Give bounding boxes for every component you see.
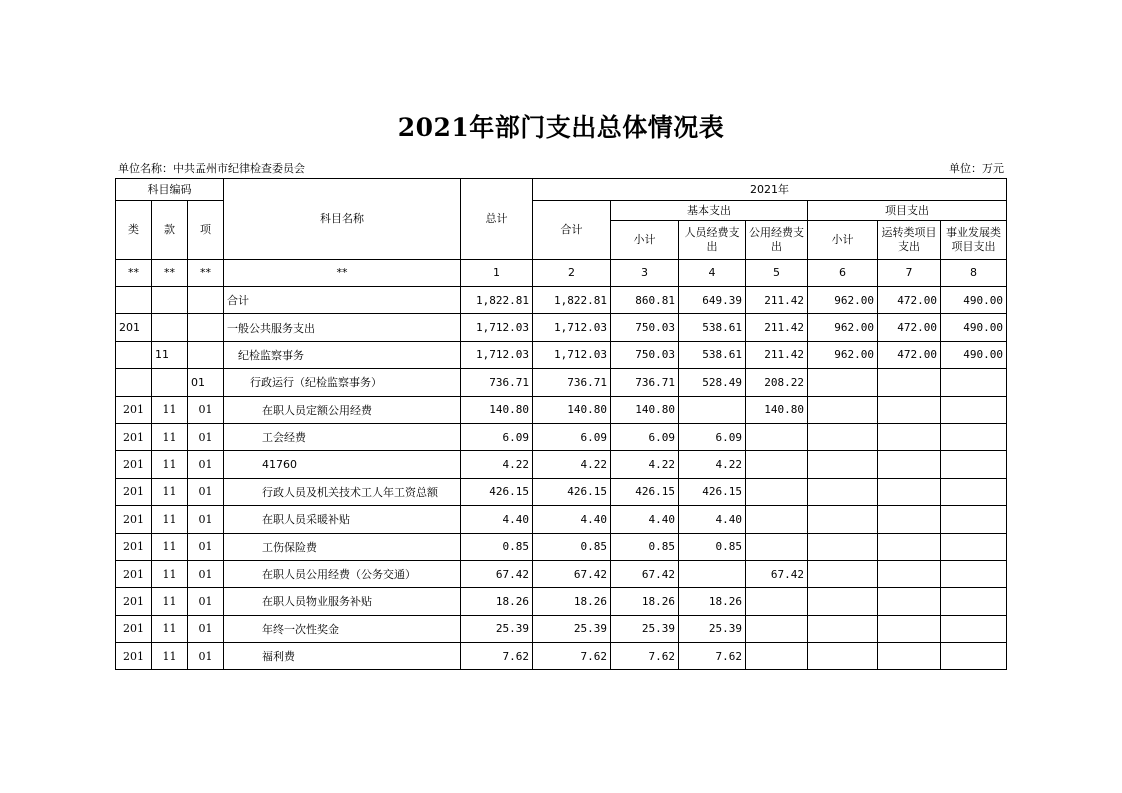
amount-cell: 538.61	[679, 341, 746, 368]
amount-cell	[941, 588, 1007, 615]
amount-cell	[941, 643, 1007, 670]
amount-cell: 208.22	[746, 369, 808, 396]
amount-cell: 426.15	[533, 478, 611, 505]
amount-cell: 67.42	[746, 560, 808, 587]
header-lei: 类	[116, 201, 152, 260]
amount-cell: 140.80	[533, 396, 611, 423]
amount-cell	[808, 506, 878, 533]
amount-cell	[941, 533, 1007, 560]
amount-cell: 4.22	[611, 451, 679, 478]
amount-cell: 6.09	[679, 423, 746, 450]
index-cell: 7	[878, 260, 941, 287]
currency-unit-label: 单位：万元	[949, 162, 1004, 175]
amount-cell: 18.26	[533, 588, 611, 615]
amount-cell: 426.15	[611, 478, 679, 505]
amount-cell: 67.42	[461, 560, 533, 587]
index-cell: 8	[941, 260, 1007, 287]
amount-cell	[941, 615, 1007, 642]
header-xiang: 项	[188, 201, 224, 260]
header-personnel: 人员经费支出	[679, 221, 746, 260]
subject-name-cell: 纪检监察事务	[224, 341, 461, 368]
index-cell: 5	[746, 260, 808, 287]
code-xiang-cell: 01	[188, 506, 224, 533]
amount-cell: 25.39	[611, 615, 679, 642]
expenditure-table	[115, 178, 1007, 670]
table-row	[116, 451, 1007, 478]
table-row	[116, 369, 1007, 396]
code-kuan-cell: 11	[152, 341, 188, 368]
amount-cell	[679, 396, 746, 423]
subject-name-cell: 合计	[224, 287, 461, 314]
table-row	[116, 533, 1007, 560]
amount-cell	[941, 451, 1007, 478]
code-kuan-cell: 11	[152, 560, 188, 587]
amount-cell	[878, 588, 941, 615]
amount-cell: 426.15	[679, 478, 746, 505]
code-xiang-cell	[188, 341, 224, 368]
amount-cell: 4.22	[679, 451, 746, 478]
header-project-subtotal: 小计	[808, 221, 878, 260]
index-cell: 6	[808, 260, 878, 287]
amount-cell: 736.71	[461, 369, 533, 396]
amount-cell	[878, 533, 941, 560]
amount-cell: 962.00	[808, 341, 878, 368]
code-lei-cell: 201	[116, 560, 152, 587]
amount-cell: 0.85	[461, 533, 533, 560]
amount-cell: 7.62	[679, 643, 746, 670]
unit-name-label: 单位名称：中共孟州市纪律检查委员会	[118, 162, 305, 175]
amount-cell: 25.39	[679, 615, 746, 642]
index-cell: 2	[533, 260, 611, 287]
amount-cell	[878, 643, 941, 670]
amount-cell: 649.39	[679, 287, 746, 314]
amount-cell: 6.09	[611, 423, 679, 450]
amount-cell: 1,822.81	[533, 287, 611, 314]
code-xiang-cell: 01	[188, 533, 224, 560]
amount-cell: 1,712.03	[533, 341, 611, 368]
amount-cell: 6.09	[533, 423, 611, 450]
amount-cell	[808, 533, 878, 560]
subject-name-cell: 在职人员物业服务补贴	[224, 588, 461, 615]
header-heji: 合计	[533, 201, 611, 260]
amount-cell: 4.40	[533, 506, 611, 533]
table-row	[116, 478, 1007, 505]
amount-cell	[746, 643, 808, 670]
amount-cell: 211.42	[746, 287, 808, 314]
amount-cell: 1,712.03	[533, 314, 611, 341]
amount-cell: 472.00	[878, 314, 941, 341]
table-row	[116, 615, 1007, 642]
code-xiang-cell: 01	[188, 451, 224, 478]
table-row	[116, 341, 1007, 368]
code-lei-cell: 201	[116, 478, 152, 505]
code-kuan-cell: 11	[152, 423, 188, 450]
code-lei-cell: 201	[116, 615, 152, 642]
code-kuan-cell	[152, 369, 188, 396]
table-row	[116, 287, 1007, 314]
amount-cell: 140.80	[611, 396, 679, 423]
table-row	[116, 588, 1007, 615]
subject-name-cell: 行政人员及机关技术工人年工资总额	[224, 478, 461, 505]
amount-cell: 736.71	[611, 369, 679, 396]
code-lei-cell	[116, 369, 152, 396]
amount-cell	[808, 588, 878, 615]
code-lei-cell: 201	[116, 423, 152, 450]
amount-cell: 7.62	[611, 643, 679, 670]
amount-cell	[746, 451, 808, 478]
amount-cell	[878, 615, 941, 642]
code-lei-cell	[116, 287, 152, 314]
subject-name-cell: 在职人员公用经费（公务交通）	[224, 560, 461, 587]
code-lei-cell: 201	[116, 533, 152, 560]
amount-cell	[808, 560, 878, 587]
amount-cell	[941, 478, 1007, 505]
code-kuan-cell: 11	[152, 643, 188, 670]
amount-cell	[941, 396, 1007, 423]
amount-cell: 472.00	[878, 341, 941, 368]
amount-cell: 962.00	[808, 314, 878, 341]
header-development: 事业发展类项目支出	[941, 221, 1007, 260]
code-lei-cell: 201	[116, 396, 152, 423]
subject-name-cell: 在职人员采暖补贴	[224, 506, 461, 533]
table-row	[116, 396, 1007, 423]
amount-cell: 4.40	[611, 506, 679, 533]
amount-cell	[878, 451, 941, 478]
amount-cell: 211.42	[746, 341, 808, 368]
amount-cell	[746, 423, 808, 450]
amount-cell: 750.03	[611, 341, 679, 368]
amount-cell: 860.81	[611, 287, 679, 314]
subject-name-cell: 福利费	[224, 643, 461, 670]
index-cell: 1	[461, 260, 533, 287]
amount-cell	[878, 423, 941, 450]
amount-cell	[746, 615, 808, 642]
subject-name-cell: 行政运行（纪检监察事务）	[224, 369, 461, 396]
amount-cell	[746, 533, 808, 560]
code-lei-cell: 201	[116, 588, 152, 615]
code-lei-cell: 201	[116, 506, 152, 533]
header-public: 公用经费支出	[746, 221, 808, 260]
code-kuan-cell: 11	[152, 478, 188, 505]
amount-cell	[941, 423, 1007, 450]
code-xiang-cell: 01	[188, 615, 224, 642]
amount-cell	[941, 560, 1007, 587]
amount-cell: 490.00	[941, 287, 1007, 314]
code-xiang-cell	[188, 314, 224, 341]
amount-cell: 18.26	[679, 588, 746, 615]
amount-cell: 18.26	[611, 588, 679, 615]
code-lei-cell	[116, 341, 152, 368]
amount-cell: 7.62	[461, 643, 533, 670]
amount-cell: 140.80	[461, 396, 533, 423]
code-xiang-cell: 01	[188, 643, 224, 670]
code-kuan-cell: 11	[152, 615, 188, 642]
subject-name-cell: 一般公共服务支出	[224, 314, 461, 341]
header-total: 总计	[461, 179, 533, 260]
amount-cell: 538.61	[679, 314, 746, 341]
subject-name-cell: 年终一次性奖金	[224, 615, 461, 642]
amount-cell: 7.62	[533, 643, 611, 670]
index-cell: **	[116, 260, 152, 287]
amount-cell: 67.42	[533, 560, 611, 587]
code-xiang-cell	[188, 287, 224, 314]
header-project: 项目支出	[808, 201, 1007, 221]
amount-cell: 4.40	[461, 506, 533, 533]
amount-cell	[808, 423, 878, 450]
amount-cell: 4.40	[679, 506, 746, 533]
header-year: 2021年	[533, 179, 1007, 201]
amount-cell	[746, 506, 808, 533]
code-xiang-cell: 01	[188, 560, 224, 587]
amount-cell	[878, 396, 941, 423]
amount-cell: 490.00	[941, 341, 1007, 368]
code-kuan-cell	[152, 314, 188, 341]
amount-cell: 140.80	[746, 396, 808, 423]
amount-cell: 67.42	[611, 560, 679, 587]
table-row	[116, 643, 1007, 670]
code-xiang-cell: 01	[188, 423, 224, 450]
amount-cell	[746, 478, 808, 505]
amount-cell	[808, 643, 878, 670]
code-kuan-cell: 11	[152, 451, 188, 478]
header-kuan: 款	[152, 201, 188, 260]
subject-name-cell: 工会经费	[224, 423, 461, 450]
amount-cell: 0.85	[679, 533, 746, 560]
amount-cell	[878, 478, 941, 505]
code-lei-cell: 201	[116, 451, 152, 478]
amount-cell: 1,712.03	[461, 314, 533, 341]
table-row	[116, 560, 1007, 587]
header-basic: 基本支出	[611, 201, 808, 221]
amount-cell: 736.71	[533, 369, 611, 396]
amount-cell: 1,822.81	[461, 287, 533, 314]
code-kuan-cell: 11	[152, 588, 188, 615]
amount-cell	[941, 506, 1007, 533]
index-cell: **	[152, 260, 188, 287]
amount-cell: 6.09	[461, 423, 533, 450]
amount-cell	[808, 396, 878, 423]
table-row	[116, 314, 1007, 341]
amount-cell: 426.15	[461, 478, 533, 505]
table-body	[116, 287, 1007, 670]
amount-cell: 4.22	[533, 451, 611, 478]
amount-cell: 490.00	[941, 314, 1007, 341]
code-xiang-cell: 01	[188, 478, 224, 505]
amount-cell: 4.22	[461, 451, 533, 478]
amount-cell	[746, 588, 808, 615]
amount-cell: 962.00	[808, 287, 878, 314]
page-title: 2021年部门支出总体情况表	[397, 113, 725, 142]
subject-name-cell: 在职人员定额公用经费	[224, 396, 461, 423]
subject-name-cell: 41760	[224, 451, 461, 478]
code-kuan-cell: 11	[152, 533, 188, 560]
amount-cell: 1,712.03	[461, 341, 533, 368]
table-row	[116, 423, 1007, 450]
amount-cell: 472.00	[878, 287, 941, 314]
code-xiang-cell: 01	[188, 396, 224, 423]
amount-cell	[679, 560, 746, 587]
table-row	[116, 506, 1007, 533]
amount-cell: 211.42	[746, 314, 808, 341]
code-kuan-cell	[152, 287, 188, 314]
code-xiang-cell: 01	[188, 588, 224, 615]
amount-cell: 750.03	[611, 314, 679, 341]
amount-cell	[941, 369, 1007, 396]
amount-cell	[878, 560, 941, 587]
code-lei-cell: 201	[116, 314, 152, 341]
amount-cell	[808, 615, 878, 642]
index-cell: 3	[611, 260, 679, 287]
amount-cell	[878, 506, 941, 533]
index-cell: **	[224, 260, 461, 287]
amount-cell	[808, 369, 878, 396]
code-kuan-cell: 11	[152, 506, 188, 533]
code-xiang-cell: 01	[188, 369, 224, 396]
index-cell: 4	[679, 260, 746, 287]
amount-cell: 25.39	[533, 615, 611, 642]
amount-cell: 25.39	[461, 615, 533, 642]
amount-cell	[808, 478, 878, 505]
amount-cell: 0.85	[533, 533, 611, 560]
index-cell: **	[188, 260, 224, 287]
amount-cell: 18.26	[461, 588, 533, 615]
amount-cell: 0.85	[611, 533, 679, 560]
header-basic-subtotal: 小计	[611, 221, 679, 260]
code-lei-cell: 201	[116, 643, 152, 670]
code-kuan-cell: 11	[152, 396, 188, 423]
amount-cell	[808, 451, 878, 478]
header-code-group: 科目编码	[116, 179, 224, 201]
header-operating: 运转类项目支出	[878, 221, 941, 260]
amount-cell	[878, 369, 941, 396]
header-subject-name: 科目名称	[224, 179, 461, 260]
subject-name-cell: 工伤保险费	[224, 533, 461, 560]
amount-cell: 528.49	[679, 369, 746, 396]
